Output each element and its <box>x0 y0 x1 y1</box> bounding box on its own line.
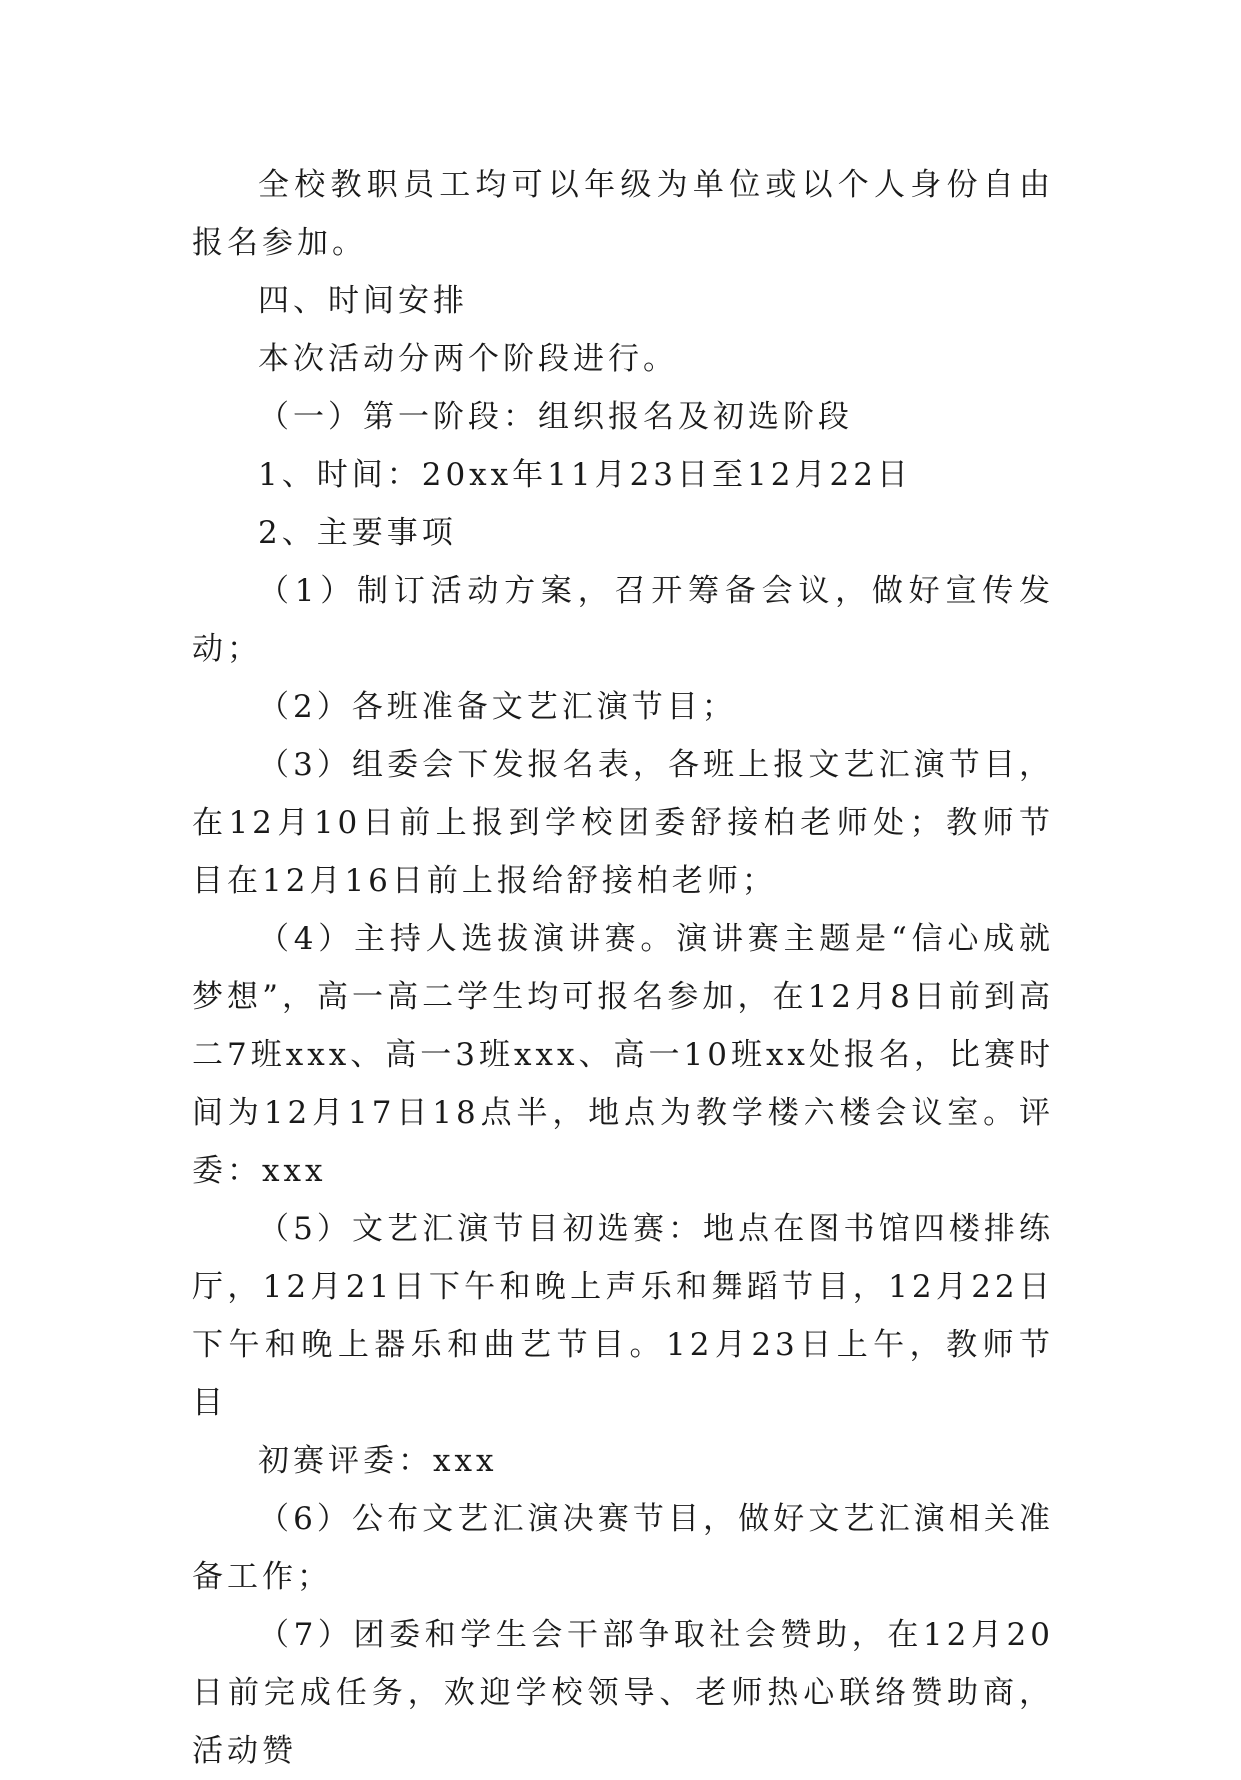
paragraph: 全校教职员工均可以年级为单位或以个人身份自由报名参加。 <box>192 167 1054 261</box>
paragraph: 本次活动分两个阶段进行。 <box>258 341 678 377</box>
list-item: （6）公布文艺汇演决赛节目，做好文艺汇演相关准备工作； <box>192 1501 1054 1595</box>
list-item: （7）团委和学生会干部争取社会赞助，在12月20日前完成任务，欢迎学校领导、老师热心联络赞助商，活动赞 <box>192 1617 1054 1769</box>
list-item: （2）各班准备文艺汇演节目； <box>258 689 737 725</box>
list-item: （3）组委会下发报名表，各班上报文艺汇演节目，在12月10日前上报到学校团委舒接柏老师处；教师节目在12月16日前上报给舒接柏老师； <box>192 747 1054 899</box>
paragraph: 1、时间：20xx年11月23日至12月22日 <box>258 457 912 493</box>
document-body <box>192 156 1054 1780</box>
list-item: （4）主持人选拔演讲赛。演讲赛主题是“信心成就梦想”，高一高二学生均可报名参加，在12月8日前到高二7班xxx、高一3班xxx、高一10班xx处报名，比赛时间为12月17日18点半，地点为教学楼六楼会议室。评委：xxx <box>192 921 1054 1189</box>
paragraph: 2、主要事项 <box>258 515 457 551</box>
list-item: （5）文艺汇演节目初选赛：地点在图书馆四楼排练厅，12月21日下午和晚上声乐和舞蹈节目，12月22日下午和晚上器乐和曲艺节目。12月23日上午，教师节目 <box>192 1211 1054 1421</box>
list-item: （1）制订活动方案，召开筹备会议，做好宣传发动； <box>192 573 1054 667</box>
subsection-heading: （一）第一阶段：组织报名及初选阶段 <box>258 399 853 435</box>
section-heading: 四、时间安排 <box>258 283 468 319</box>
paragraph: 初赛评委：xxx <box>258 1443 498 1479</box>
